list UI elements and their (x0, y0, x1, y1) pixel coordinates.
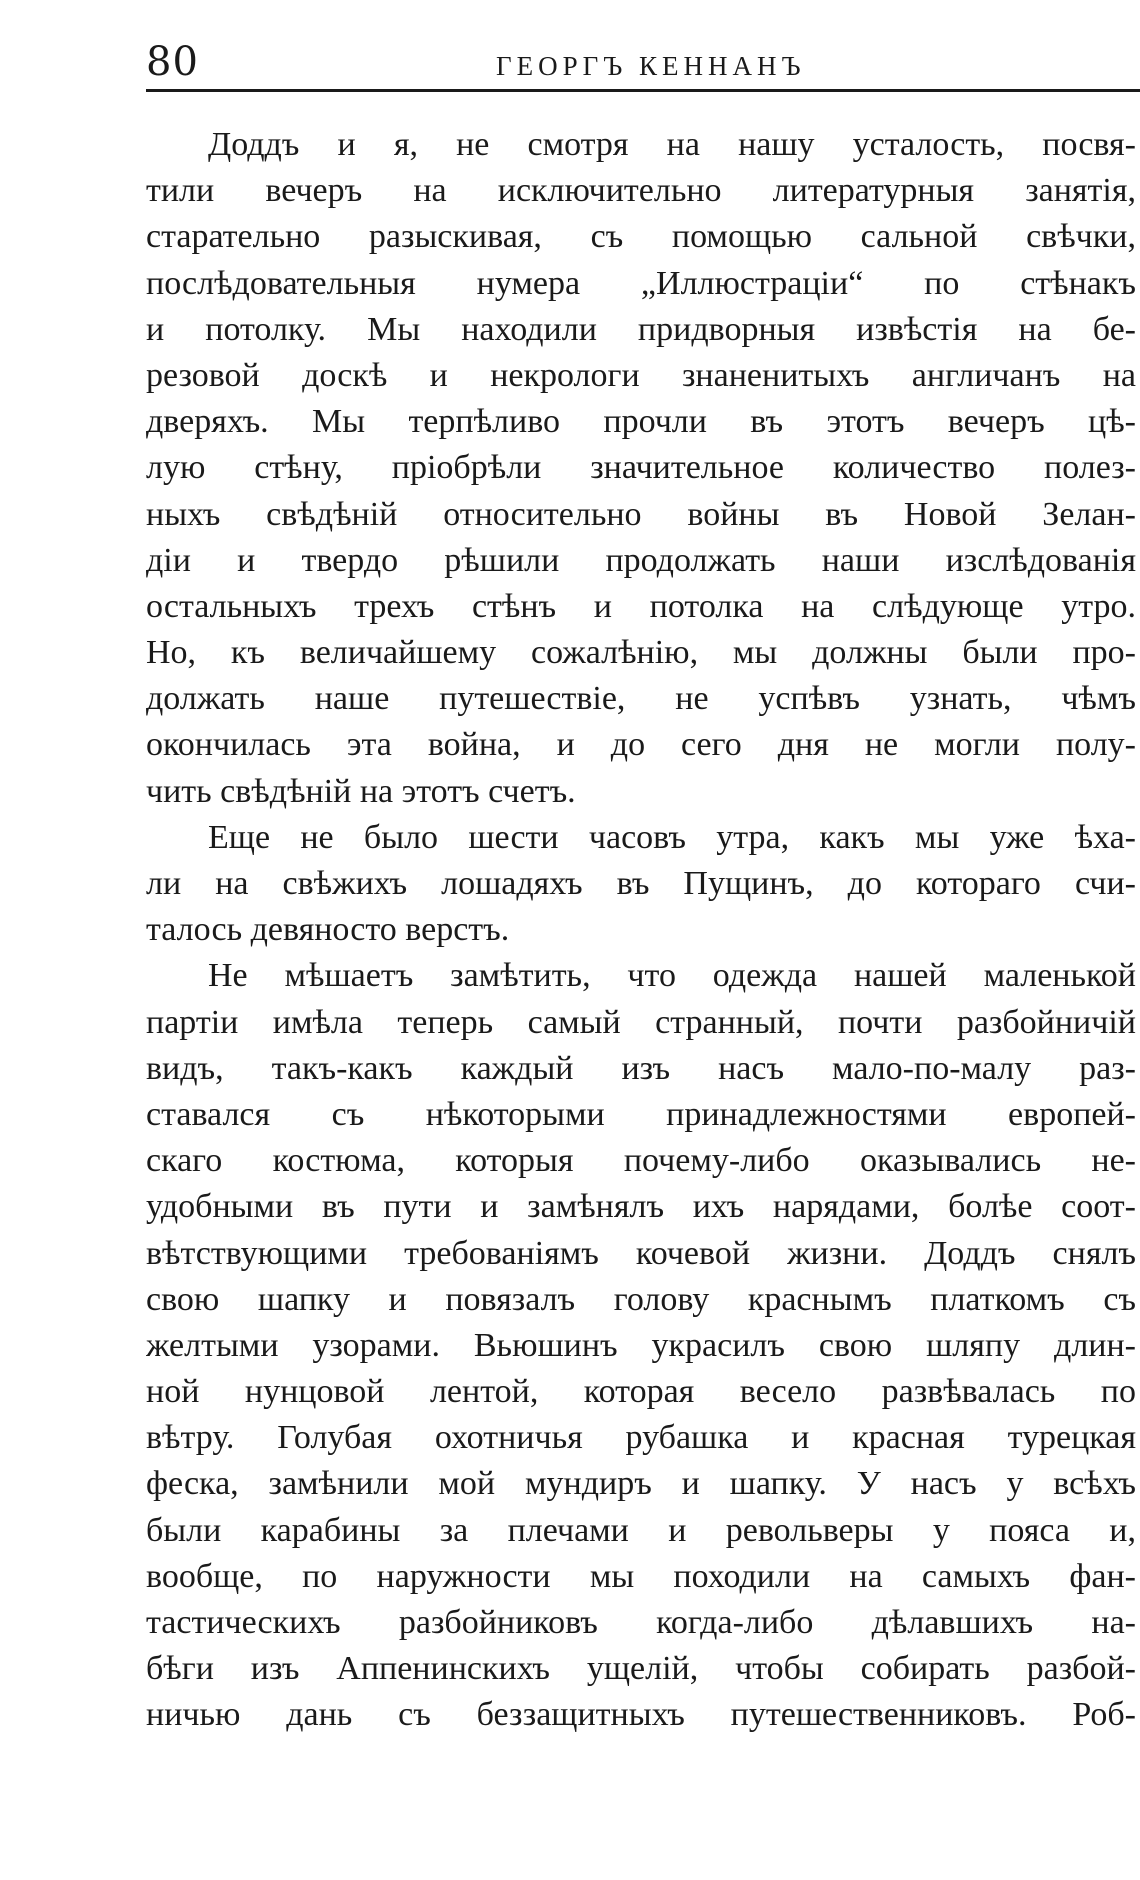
text-line: удобными въ пути и замѣнялъ ихъ нарядами, болѣе соот- (146, 1188, 1136, 1226)
text-line: должать наше путешествіе, не успѣвъ узнать, чѣмъ (146, 680, 1136, 718)
paragraph (146, 815, 1136, 954)
text-line: талось девяносто верстъ. (146, 911, 510, 949)
text-line: лую стѣну, пріобрѣли значительное количество полез- (146, 449, 1136, 487)
text-line: старательно разыскивая, съ помощью сальной свѣчки, (146, 218, 1136, 256)
text-line: партіи имѣла теперь самый странный, почти разбойничій (146, 1003, 1136, 1041)
text-line: ли на свѣжихъ лошадяхъ въ Пущинъ, до котораго счи- (146, 865, 1136, 902)
text-line: скаго костюма, которыя почему-либо оказывались не- (146, 1142, 1136, 1180)
text-line: ничью дань съ беззащитныхъ путешественниковъ. Роб- (146, 1696, 1136, 1734)
header-rule (146, 89, 1140, 92)
text-line: ныхъ свѣдѣній относительно войны въ Новой Зелан- (146, 495, 1136, 533)
text-line: тили вечеръ на исключительно литературныя занятія, (146, 172, 1136, 210)
text-line: Не мѣшаетъ замѣтить, что одежда нашей маленькой (208, 957, 1136, 995)
text-line: діи и твердо рѣшили продолжать наши изслѣдованія (146, 541, 1136, 579)
text-line: послѣдовательныя нумера „Иллюстраціи“ по стѣнакъ (146, 264, 1136, 302)
text-line: дверяхъ. Мы терпѣливо прочли въ этотъ вечеръ цѣ- (146, 403, 1136, 441)
paragraph (146, 122, 1136, 815)
text-line: вѣтру. Голубая охотничья рубашка и красная турецкая (146, 1419, 1136, 1457)
text-line: вообще, по наружности мы походили на самыхъ фан- (146, 1557, 1136, 1595)
text-line: желтыми узорами. Вьюшинъ украсилъ свою шляпу длин- (146, 1326, 1136, 1364)
text-line: ставался съ нѣкоторыми принадлежностями европей- (146, 1095, 1136, 1133)
text-line: Доддъ и я, не смотря на нашу усталость, посвя- (208, 126, 1136, 163)
text-line: окончилась эта война, и до сего дня не могли полу- (146, 726, 1136, 764)
body-text (146, 122, 1136, 1739)
text-line: феска, замѣнили мой мундиръ и шапку. У насъ у всѣхъ (146, 1465, 1136, 1503)
text-line: резовой доскѣ и некрологи знаненитыхъ англичанъ на (146, 356, 1136, 394)
text-line: Еще не было шести часовъ утра, какъ мы уже ѣха- (208, 818, 1136, 856)
text-line: видъ, такъ-какъ каждый изъ насъ мало-по-малу раз- (146, 1049, 1136, 1087)
text-line: чить свѣдѣній на этотъ счетъ. (146, 772, 576, 810)
running-title: ГЕОРГЪ КЕННАНЪ (496, 51, 806, 81)
page-number: 80 (146, 39, 199, 85)
text-line: вѣтствующими требованіямъ кочевой жизни. Доддъ снялъ (146, 1234, 1136, 1272)
text-line: тастическихъ разбойниковъ когда-либо дѣлавшихъ на- (146, 1604, 1136, 1641)
text-line: Но, къ величайшему сожалѣнію, мы должны были про- (146, 634, 1136, 672)
page-header (146, 34, 1140, 90)
text-line: были карабины за плечами и револьверы у пояса и, (146, 1511, 1136, 1549)
text-line: свою шапку и повязалъ голову краснымъ платкомъ съ (146, 1280, 1136, 1318)
text-line: ной нунцовой лентой, которая весело развѣвалась по (146, 1373, 1136, 1411)
paragraph (146, 953, 1136, 1738)
text-line: остальныхъ трехъ стѣнъ и потолка на слѣдующе утро. (146, 587, 1136, 625)
text-line: и потолку. Мы находили придворныя извѣстія на бе- (146, 310, 1136, 348)
text-line: бѣги изъ Аппенинскихъ ущелій, чтобы собирать разбой- (146, 1650, 1136, 1688)
